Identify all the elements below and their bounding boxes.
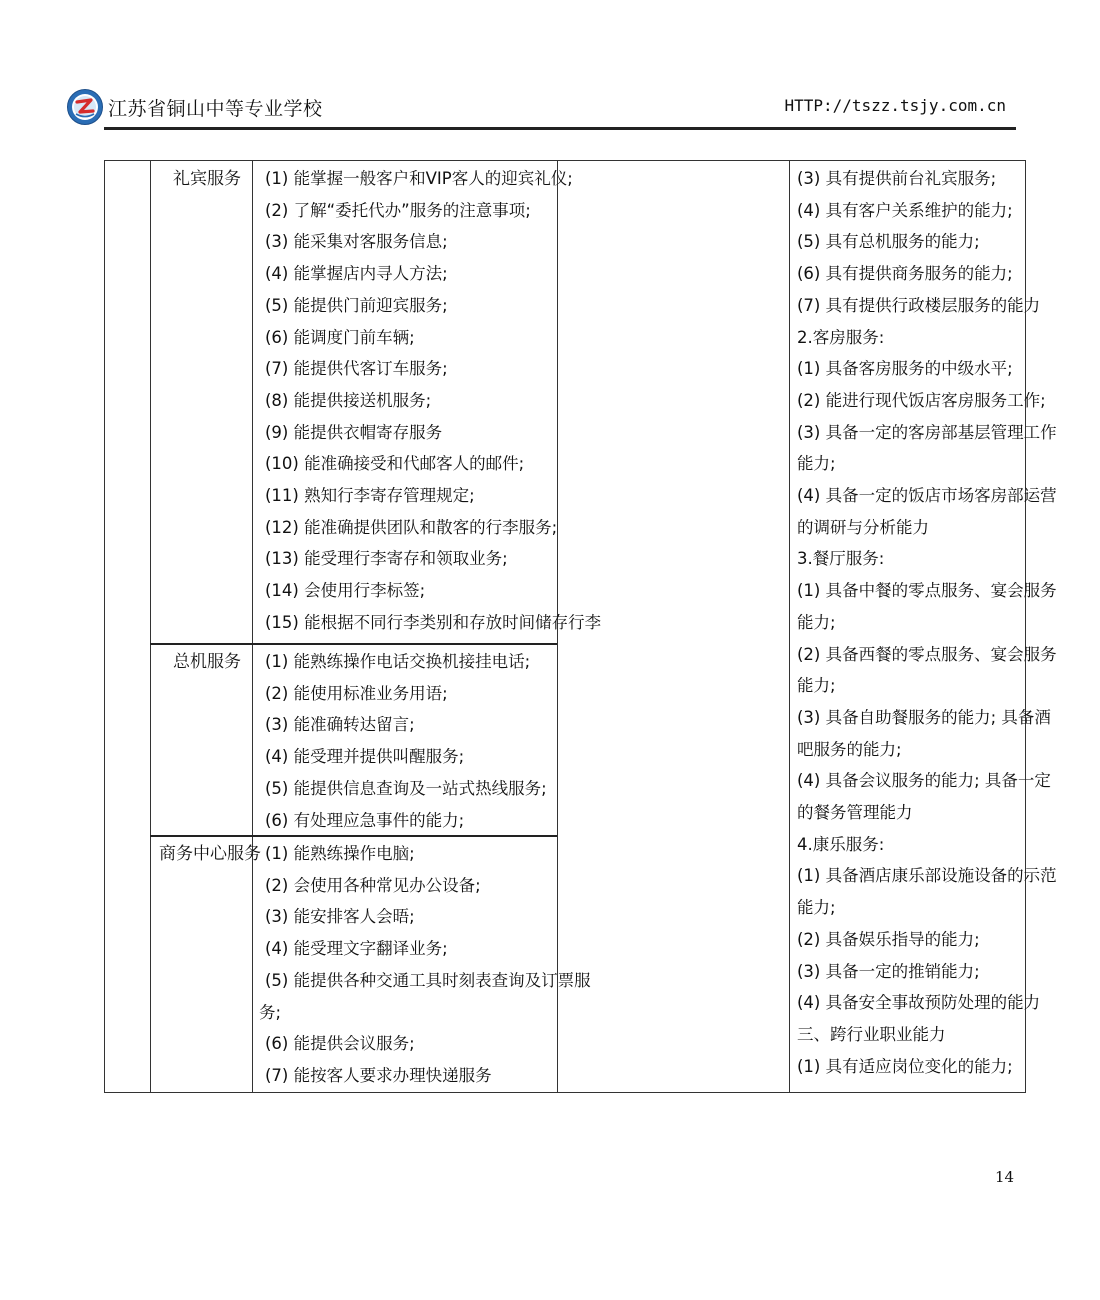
- list-item: (3) 能安排客人会晤;: [265, 907, 415, 927]
- list-item: (15) 能根据不同行李类别和存放时间储存行李: [265, 612, 602, 632]
- list-item: (4) 能受理文字翻译业务;: [265, 939, 448, 959]
- list-item: 务;: [259, 1002, 282, 1022]
- table-col-divider: [150, 160, 151, 1093]
- list-item: (5) 能提供门前迎宾服务;: [265, 295, 448, 315]
- list-item: (12) 能准确提供团队和散客的行李服务;: [265, 517, 558, 537]
- category-concierge: 礼宾服务: [173, 169, 241, 189]
- page-number: 14: [995, 1168, 1015, 1186]
- ability-line: (4) 具有客户关系维护的能力;: [797, 200, 1013, 220]
- list-item: (9) 能提供衣帽寄存服务: [265, 422, 443, 442]
- list-item: (6) 能提供会议服务;: [265, 1034, 415, 1054]
- school-name: 江苏省铜山中等专业学校: [108, 98, 323, 120]
- ability-line: (2) 具备西餐的零点服务、宴会服务: [797, 644, 1057, 664]
- school-url: HTTP://tszz.tsjy.com.cn: [784, 96, 1006, 115]
- category-switchboard: 总机服务: [173, 652, 241, 672]
- list-item: (3) 能准确转达留言;: [265, 715, 415, 735]
- ability-heading: 3.餐厅服务:: [797, 549, 885, 569]
- list-item: (1) 能掌握一般客户和VIP客人的迎宾礼仪;: [265, 169, 573, 188]
- list-item: (6) 能调度门前车辆;: [265, 327, 415, 347]
- table-col-divider: [789, 160, 790, 1093]
- ability-heading: 4.康乐服务:: [797, 834, 885, 854]
- list-item: (7) 能按客人要求办理快递服务: [265, 1065, 492, 1085]
- ability-line: 的餐务管理能力: [797, 803, 913, 823]
- ability-line: 的调研与分析能力: [797, 517, 929, 537]
- list-item: (1) 能熟练操作电话交换机接挂电话;: [265, 652, 531, 671]
- ability-list: [797, 163, 1057, 1082]
- ability-line: (2) 具备娱乐指导的能力;: [797, 929, 980, 949]
- ability-line: 能力;: [797, 898, 836, 918]
- ability-line: (5) 具有总机服务的能力;: [797, 232, 980, 252]
- ability-line: (4) 具备安全事故预防处理的能力: [797, 993, 1041, 1013]
- ability-line: 能力;: [797, 612, 836, 632]
- ability-heading: 三、跨行业职业能力: [797, 1024, 946, 1044]
- list-item: (11) 熟知行李寄存管理规定;: [265, 486, 475, 506]
- list-item: (3) 能采集对客服务信息;: [265, 232, 448, 252]
- list-item: (5) 能提供各种交通工具时刻表查询及订票服: [265, 970, 591, 990]
- list-item: (5) 能提供信息查询及一站式热线服务;: [265, 778, 547, 798]
- ability-line: (1) 具备酒店康乐部设施设备的示范: [797, 866, 1057, 886]
- list-item: (13) 能受理行李寄存和领取业务;: [265, 549, 508, 569]
- category-business-center: 商务中心服务: [159, 844, 261, 864]
- switchboard-items: [265, 646, 547, 836]
- table-col-divider: [252, 160, 253, 1093]
- ability-heading: 2.客房服务:: [797, 327, 885, 347]
- ability-line: (4) 具备一定的饭店市场客房部运营: [797, 486, 1057, 506]
- ability-line: (4) 具备会议服务的能力; 具备一定: [797, 771, 1051, 791]
- list-item: (14) 会使用行李标签;: [265, 581, 426, 601]
- ability-line: 能力;: [797, 676, 836, 696]
- ability-line: (3) 具备一定的推销能力;: [797, 961, 980, 981]
- ability-line: (6) 具有提供商务服务的能力;: [797, 264, 1013, 284]
- ability-line: 能力;: [797, 454, 836, 474]
- ability-line: (7) 具有提供行政楼层服务的能力: [797, 295, 1041, 315]
- list-item: (6) 有处理应急事件的能力;: [265, 810, 465, 830]
- list-item: (1) 能熟练操作电脑;: [265, 844, 415, 863]
- list-item: (10) 能准确接受和代邮客人的邮件;: [265, 454, 525, 474]
- list-item: (7) 能提供代客订车服务;: [265, 359, 448, 379]
- ability-line: (3) 具有提供前台礼宾服务;: [797, 169, 997, 188]
- list-item: (4) 能受理并提供叫醒服务;: [265, 747, 465, 767]
- list-item: (8) 能提供接送机服务;: [265, 390, 432, 410]
- ability-line: (3) 具备一定的客房部基层管理工作: [797, 422, 1057, 442]
- ability-line: (1) 具有适应岗位变化的能力;: [797, 1056, 1013, 1076]
- concierge-items: [265, 163, 601, 639]
- ability-line: (3) 具备自助餐服务的能力; 具备酒: [797, 707, 1051, 727]
- list-item: (2) 会使用各种常见办公设备;: [265, 875, 481, 895]
- page-header: [66, 88, 1016, 130]
- ability-line: (1) 具备客房服务的中级水平;: [797, 359, 1013, 379]
- business-center-items: [259, 838, 591, 1092]
- ability-line: 吧服务的能力;: [797, 739, 902, 759]
- list-item: (4) 能掌握店内寻人方法;: [265, 264, 448, 284]
- list-item: (2) 了解“委托代办”服务的注意事项;: [265, 200, 531, 220]
- ability-line: (2) 能进行现代饭店客房服务工作;: [797, 390, 1046, 410]
- school-logo-icon: [66, 88, 104, 126]
- header-divider: [104, 127, 1016, 130]
- list-item: (2) 能使用标准业务用语;: [265, 683, 448, 703]
- table-row-divider: [150, 643, 557, 645]
- ability-line: (1) 具备中餐的零点服务、宴会服务: [797, 581, 1057, 601]
